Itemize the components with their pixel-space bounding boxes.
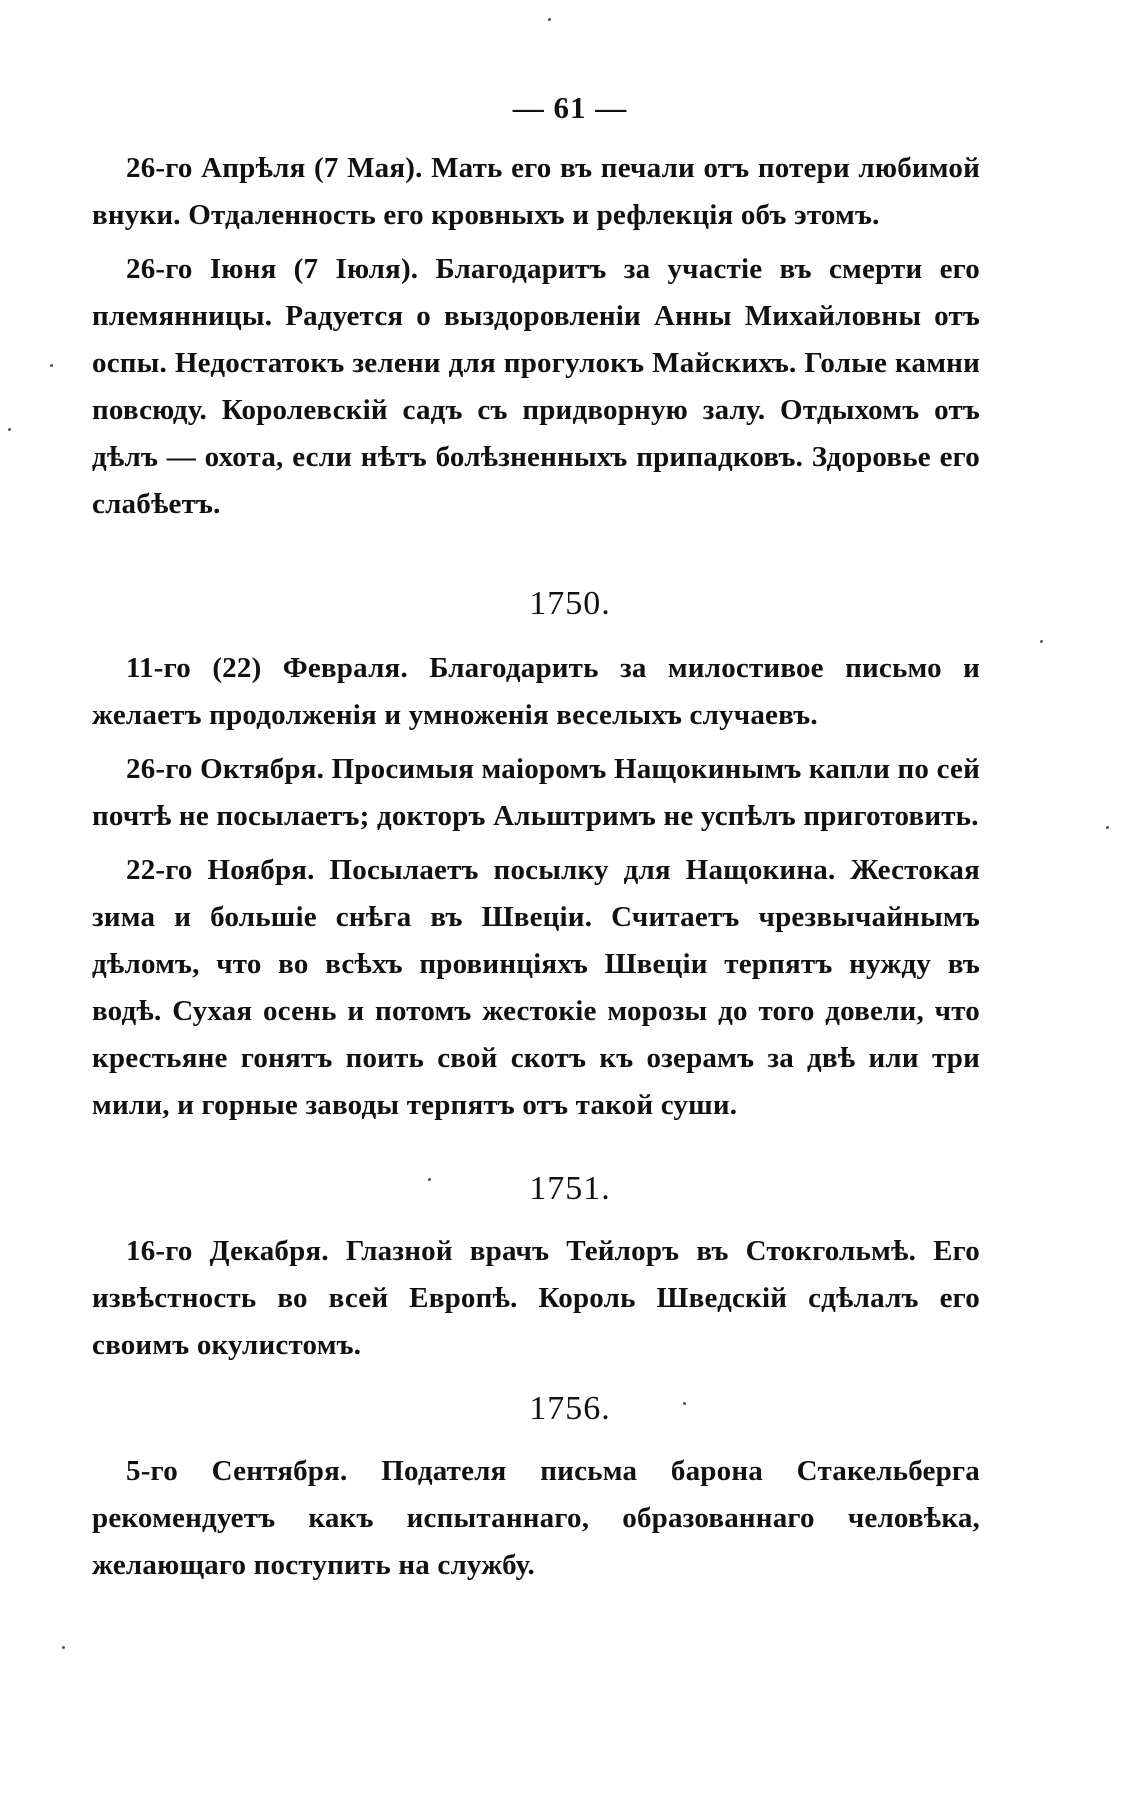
entry-paragraph: 26-го Апрѣля (7 Мая). Мать его въ печали отъ потери любимой внуки. Отдаленность его кровныхъ и рефлекція объ этомъ. (92, 152, 980, 231)
scan-speck (1106, 826, 1109, 829)
entries-1756 (92, 1448, 980, 1596)
entries-1750 (92, 645, 980, 1136)
entry-paragraph: 5-го Сентября. Подателя письма барона Стакельберга рекомендуетъ какъ испытаннаго, образованнаго человѣка, желающаго поступить на службу. (92, 1455, 980, 1581)
year-heading-1751: 1751. (529, 1170, 611, 1207)
scan-speck (1040, 640, 1043, 643)
entry-paragraph: 22-го Ноября. Посылаетъ посылку для Нащокина. Жестокая зима и большіе снѣга въ Швеціи. Считаетъ чрезвычайнымъ дѣломъ, что во всѣхъ провинціяхъ Швеціи терпятъ нужду въ водѣ. Сухая осень и потомъ жестокіе морозы до того довели, что крестьяне гонятъ поить свой скотъ къ озерамъ за двѣ или три мили, и горные заводы терпятъ отъ такой суши. (92, 854, 980, 1121)
year-heading-1750: 1750. (529, 585, 611, 622)
year-heading-1756: 1756. (529, 1390, 611, 1427)
scan-speck (62, 1646, 65, 1649)
entries-1751 (92, 1228, 980, 1376)
intro-entries (92, 145, 980, 535)
scan-speck (683, 1402, 686, 1405)
entry-paragraph: 11-го (22) Февраля. Благодарить за милостивое письмо и желаетъ продолженія и умноженія веселыхъ случаевъ. (92, 652, 980, 731)
scan-speck (50, 364, 53, 367)
entry-paragraph: 26-го Іюня (7 Іюля). Благодаритъ за участіе въ смерти его племянницы. Радуется о выздоровленіи Анны Михайловны отъ оспы. Недостатокъ зелени для прогулокъ Майскихъ. Голые камни повсюду. Королевскій садъ съ придворную залу. Отдыхомъ отъ дѣлъ — охота, если нѣтъ болѣзненныхъ припадковъ. Здоровье его слабѣетъ. (92, 253, 980, 520)
scan-speck (428, 1178, 431, 1181)
entry-paragraph: 26-го Октября. Просимыя маіоромъ Нащокинымъ капли по сей почтѣ не посылаетъ; докторъ Альштримъ не успѣлъ приготовить. (92, 753, 980, 832)
page-number: — 61 — (512, 90, 628, 125)
entry-paragraph: 16-го Декабря. Глазной врачъ Тейлоръ въ Стокгольмѣ. Его извѣстность во всей Европѣ. Король Шведскій сдѣлалъ его своимъ окулистомъ. (92, 1235, 980, 1361)
scan-speck (8, 428, 11, 431)
scan-speck (548, 18, 551, 21)
